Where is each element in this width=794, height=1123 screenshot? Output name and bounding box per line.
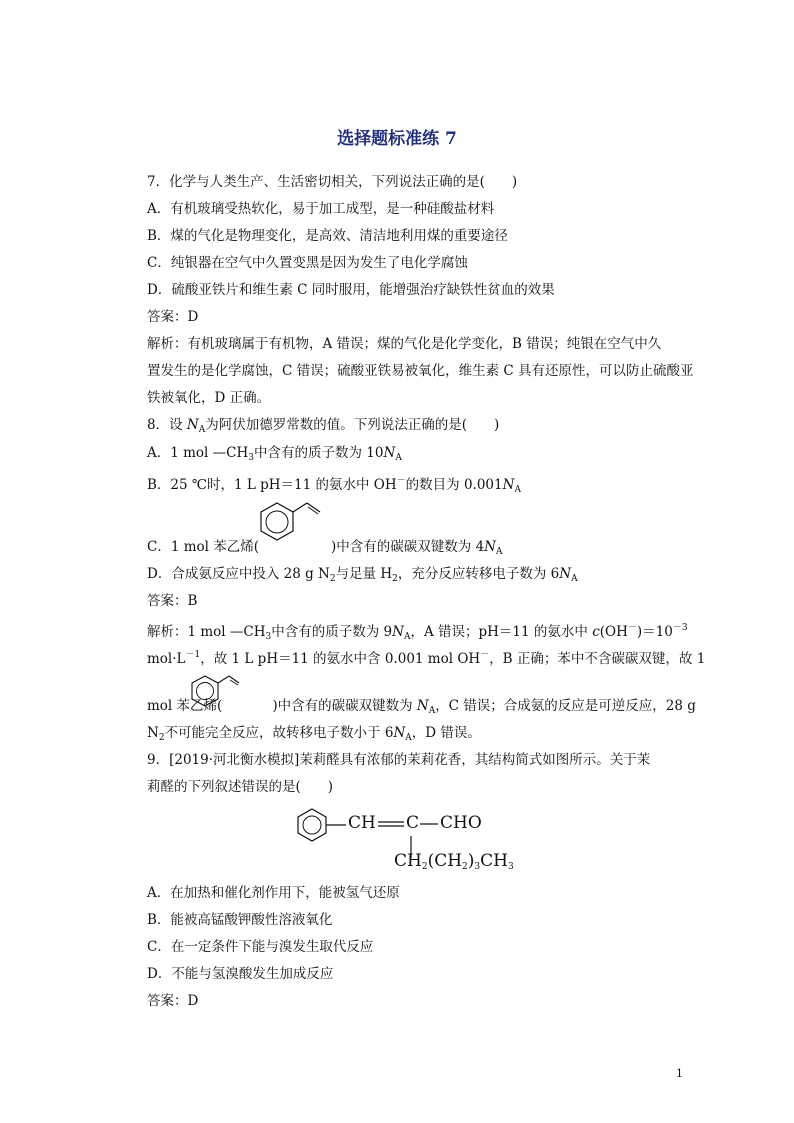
page-title: 选择题标准练 7 — [337, 129, 457, 149]
page-number: 1 — [676, 1067, 683, 1080]
jasminaldehyde-structure-diagram — [290, 805, 540, 877]
q7-analysis-line: 解析：有机玻璃属于有机物，A 错误；煤的气化是化学变化，B 错误；纯银在空气中久 — [147, 336, 662, 352]
q8-option-d: D．合成氨反应中投入 28 g $N_2$与足量 $H_2$，充分反应转移电子数为 $6N_A$ — [147, 566, 578, 584]
q7-option-d: D．硫酸亚铁片和维生素 C 同时服用，能增强治疗缺铁性贫血的效果 — [147, 282, 555, 298]
q9-option-b: B．能被高锰酸钾酸性溶液氧化 — [147, 912, 333, 928]
q9-stem: 莉醛的下列叙述错误的是( ) — [147, 779, 334, 795]
q7-analysis-line: 置发生的是化学腐蚀，C 错误；硫酸亚铁易被氧化，维生素 C 具有还原性，可以防止硫酸亚 — [147, 363, 694, 379]
q7-stem: 7．化学与人类生产、生活密切相关，下列说法正确的是( ) — [147, 174, 518, 190]
q7-option-b: B．煤的气化是物理变化，是高效、清洁地利用煤的重要途径 — [147, 228, 508, 244]
q8-analysis-line: mol 苯乙烯( )中含有的碳碳双键数为 $N_A$，C 错误；合成氨的反应是可逆反应，28 g — [147, 698, 696, 716]
q7-option-a: A．有机玻璃受热软化，易于加工成型，是一种硅酸盐材料 — [147, 201, 495, 217]
q8-option-c: C．1 mol 苯乙烯( )中含有的碳碳双键数为 $4N_A$ — [147, 539, 503, 557]
q9-stem: 9．[2019·河北衡水模拟]茉莉醛具有浓郁的茉莉花香，其结构简式如图所示。关于茉 — [147, 752, 651, 768]
q8-option-a: A．1 mol $—CH_3$中含有的质子数为 $10N_A$ — [147, 445, 402, 463]
q7-analysis-line: 铁被氧化，D 正确。 — [147, 390, 271, 406]
q7-option-c: C．纯银器在空气中久置变黑是因为发生了电化学腐蚀 — [147, 255, 468, 271]
q9-answer: 答案：D — [147, 993, 199, 1009]
q9-option-c: C．在一定条件下能与溴发生取代反应 — [147, 939, 374, 955]
q9-option-d: D．不能与氢溴酸发生加成反应 — [147, 966, 334, 982]
formula-text: CHO — [440, 813, 482, 833]
q8-option-b: B．25 ℃时，1 L pH＝11 的氨水中 OH－的数目为 $0.001N_A$ — [147, 476, 521, 495]
formula-text: C — [406, 813, 420, 833]
formula-text: $CH_2(CH_2)_3CH_3$ — [394, 851, 514, 872]
q9-option-a: A．在加热和催化剂作用下，能被氢气还原 — [147, 885, 400, 901]
q7-answer: 答案：D — [147, 309, 199, 325]
q8-answer: 答案：B — [147, 593, 198, 609]
formula-text: CH — [348, 813, 376, 833]
q8-analysis-line: $N_2$不可能完全反应，故转移电子数小于 $6N_A$，D 错误。 — [147, 725, 481, 743]
q8-stem: 8．设 $N_A$为阿伏加德罗常数的值。下列说法正确的是( ) — [147, 417, 500, 435]
q8-analysis-line: 解析：1 mol $—CH_3$中含有的质子数为 $9N_A$，A 错误；pH＝11 的氨水中 $c(OH^-)=10^{-3}$ — [147, 623, 688, 642]
q8-analysis-line: $mol\cdot L^{-1}$，故 1 L pH＝11 的氨水中含 0.001 mol OH－，B 正确；苯中不含碳碳双键，故 1 — [147, 650, 706, 667]
